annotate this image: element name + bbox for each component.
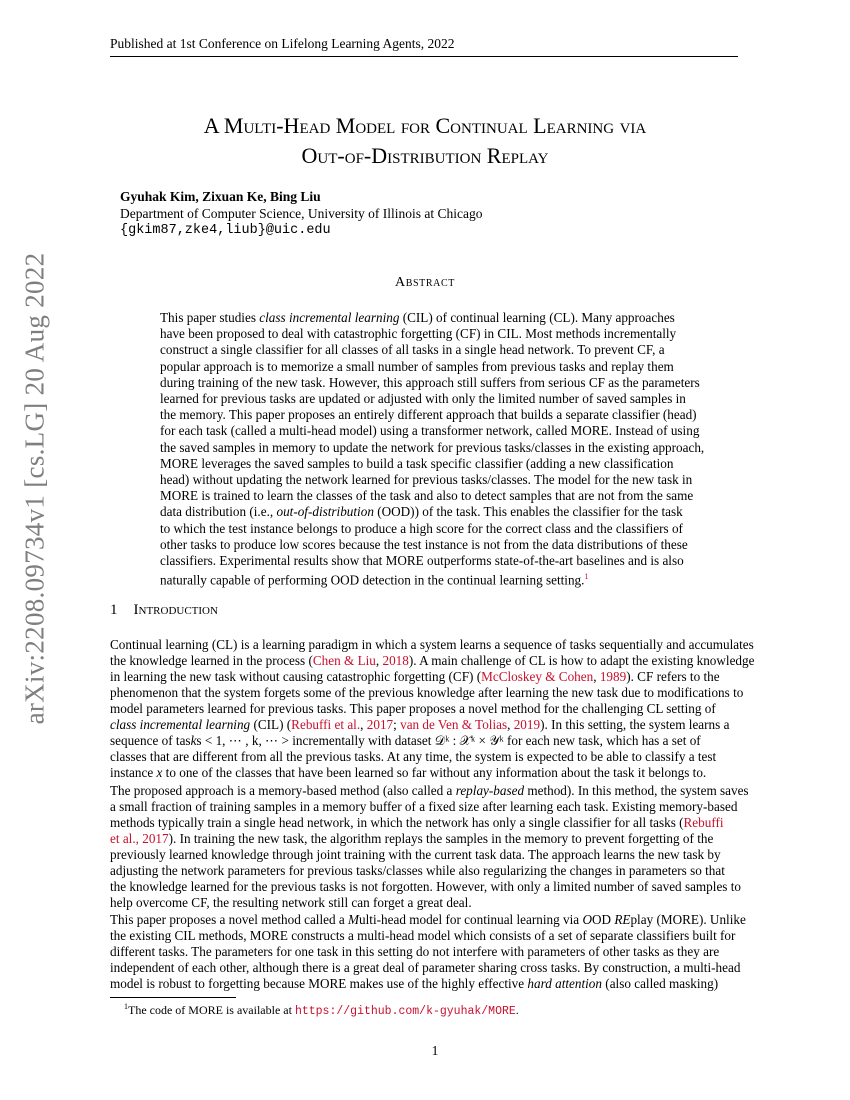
text-line: phenomenon that the system forgets some of the previous knowledge after learning the new task due to modifications to bbox=[110, 685, 744, 700]
text-line: class incremental learning (CIL) (Rebuffi et al., 2017; van de Ven & Tolias, 2019). In this setting, the system learns a bbox=[110, 717, 730, 732]
arxiv-watermark bbox=[9, 252, 61, 724]
paper-title bbox=[110, 111, 740, 171]
text-line: The proposed approach is a memory-based method (also called a replay-based method). In this method, the system saves bbox=[110, 783, 749, 798]
author-block bbox=[120, 188, 483, 239]
text-line: This paper studies class incremental learning (CIL) of continual learning (CL). Many approaches bbox=[160, 310, 675, 325]
footnote-mark: 1 bbox=[124, 1002, 128, 1011]
section-number: 1 bbox=[110, 602, 118, 618]
title-line-1: A Multi-Head Model for Continual Learning via bbox=[203, 113, 647, 138]
text-line: for each task (called a multi-head model) using a transformer network, called MORE. Instead of using bbox=[160, 423, 700, 439]
abstract-footnote-mark[interactable]: 1 bbox=[584, 572, 589, 582]
text-line: independent of each other, although there is a great deal of parameter sharing cross tasks. By construction, a multi-head bbox=[110, 960, 741, 975]
text-line: instance x to one of the classes that have been learned so far without any information about the task it belongs to. bbox=[110, 765, 707, 780]
text-line: have been proposed to deal with catastrophic forgetting (CF) in CIL. Most methods incrementally bbox=[160, 326, 677, 342]
intro-paragraph-3 bbox=[110, 912, 746, 992]
text-line: data distribution (i.e., out-of-distribution (OOD)) of the task. This enables the classifier for the task bbox=[160, 504, 683, 520]
text-line: help overcome CF, the resulting network still can forget a great deal. bbox=[110, 895, 472, 910]
footnote bbox=[124, 1002, 519, 1018]
text-line: the knowledge learned in the process (Chen & Liu, 2018). A main challenge of CL is how to adapt the existing knowledge bbox=[110, 653, 755, 668]
footnote-end: . bbox=[515, 1003, 519, 1017]
footnote-rule bbox=[110, 997, 236, 998]
section-title: Introduction bbox=[133, 602, 218, 618]
running-header: Published at 1st Conference on Lifelong Learning Agents, 2022 bbox=[110, 36, 455, 51]
text-line: MORE is trained to learn the classes of the task and also to detect samples that are not from the same bbox=[160, 488, 694, 504]
text-line: MORE leverages the saved samples to build a task specific classifier (adding a new classification bbox=[160, 455, 674, 471]
text-line: learned for previous tasks are updated or adjusted with only the limited number of saved samples in bbox=[160, 391, 686, 407]
text-line: classifiers. Experimental results show that MORE outperforms state-of-the-art baselines and is also bbox=[160, 553, 684, 569]
abstract-text bbox=[160, 310, 704, 589]
text-line: the saved samples in memory to update the network for previous tasks/classes in the existing approach, bbox=[160, 439, 705, 455]
text-line: Continual learning (CL) is a learning paradigm in which a system learns a sequence of tasks sequentially and accumulates bbox=[110, 637, 754, 652]
text-line: head) without updating the network learned for previous tasks/classes. The model for the new task in bbox=[160, 472, 693, 488]
text-line: et al., 2017). In training the new task, the algorithm replays the samples in the memory to prevent forgetting of the bbox=[110, 831, 714, 846]
text-line: methods typically train a single head network, in which the network has only a single classifier for all tasks (Rebuffi bbox=[110, 815, 724, 830]
abstract-heading: Abstract bbox=[395, 275, 455, 290]
text-line: construct a single classifier for all classes of all tasks in a single head network. To prevent CF, a bbox=[160, 342, 665, 358]
text-line: naturally capable of performing OOD detection in the continual learning setting.$^1$ bbox=[160, 572, 589, 588]
section-heading-introduction bbox=[110, 602, 218, 619]
text-line: adjusting the network parameters for previous tasks/classes while also regularizing the changes in parameters so that bbox=[110, 863, 725, 878]
header-rule bbox=[110, 56, 738, 57]
page-number: 1 bbox=[431, 1043, 439, 1058]
text-line: This paper proposes a novel method called a Multi-head model for continual learning via OOD REplay (MORE). Unlike bbox=[110, 912, 746, 927]
text-line: the existing CIL methods, MORE constructs a multi-head model which consists of a set of separate classifiers built for bbox=[110, 928, 736, 943]
text-line: the memory. This paper proposes an entirely different approach that builds a separate classifier (head) bbox=[160, 407, 697, 423]
footnote-code-link[interactable]: https://github.com/k-gyuhak/MORE bbox=[294, 1005, 516, 1018]
text-line: model parameters learned for previous tasks. This paper proposes a novel method for the challenging CL setting of bbox=[110, 701, 716, 716]
text-line: sequence of tasks < 1, ⋯ , k, ⋯ > incrementally with dataset 𝒟ᵏ : 𝒳ᵏ × 𝒴ᵏ for each new task, which has a set of bbox=[110, 733, 701, 748]
text-line: other tasks to produce low scores because the test instance is not from the data distributions of these bbox=[160, 536, 688, 552]
text-line: model is robust to forgetting because MORE makes use of the highly effective hard attention (also called masking) bbox=[110, 976, 719, 991]
text-line: to which the test instance belongs to produce a high score for the correct class and the classifiers of bbox=[160, 520, 683, 536]
text-line: the knowledge learned for the previous tasks is not forgotten. However, with only a limited number of saved samples to bbox=[110, 879, 741, 894]
title-line-2: Out-of-Distribution Replay bbox=[301, 143, 549, 168]
text-line: different tasks. The parameters for one task in this setting do not interfere with parameters of other tasks as they are bbox=[110, 944, 720, 959]
text-line: in learning the new task without causing catastrophic forgetting (CF) (McCloskey & Cohen, 1989). CF refers to the bbox=[110, 669, 720, 684]
text-line: previously learned knowledge through joint training with the current task data. The approach learns the new task by bbox=[110, 847, 721, 862]
text-line: popular approach is to memorize a small number of samples from previous tasks and replay them bbox=[160, 358, 674, 374]
author-email: {gkim87,zke4,liub}@uic.edu bbox=[120, 223, 331, 238]
intro-paragraph-2 bbox=[110, 783, 749, 911]
author-names: Gyuhak Kim, Zixuan Ke, Bing Liu bbox=[120, 189, 321, 204]
footnote-text: The code of MORE is available at bbox=[128, 1003, 292, 1017]
arxiv-id-text: arXiv:2208.09734v1 [cs.LG] 20 Aug 2022 bbox=[19, 252, 50, 724]
text-line: classes that are different from all the previous tasks. At any time, the system is expected to be able to classify a test bbox=[110, 749, 717, 764]
text-line: during training of the new task. However, this approach still suffers from serious CF as the parameters bbox=[160, 374, 700, 390]
intro-paragraph-1 bbox=[110, 637, 754, 781]
author-affiliation: Department of Computer Science, University of Illinois at Chicago bbox=[120, 206, 483, 221]
text-line: a small fraction of training samples in a memory buffer of a fixed size after learning each task. Existing memory-based bbox=[110, 799, 738, 814]
